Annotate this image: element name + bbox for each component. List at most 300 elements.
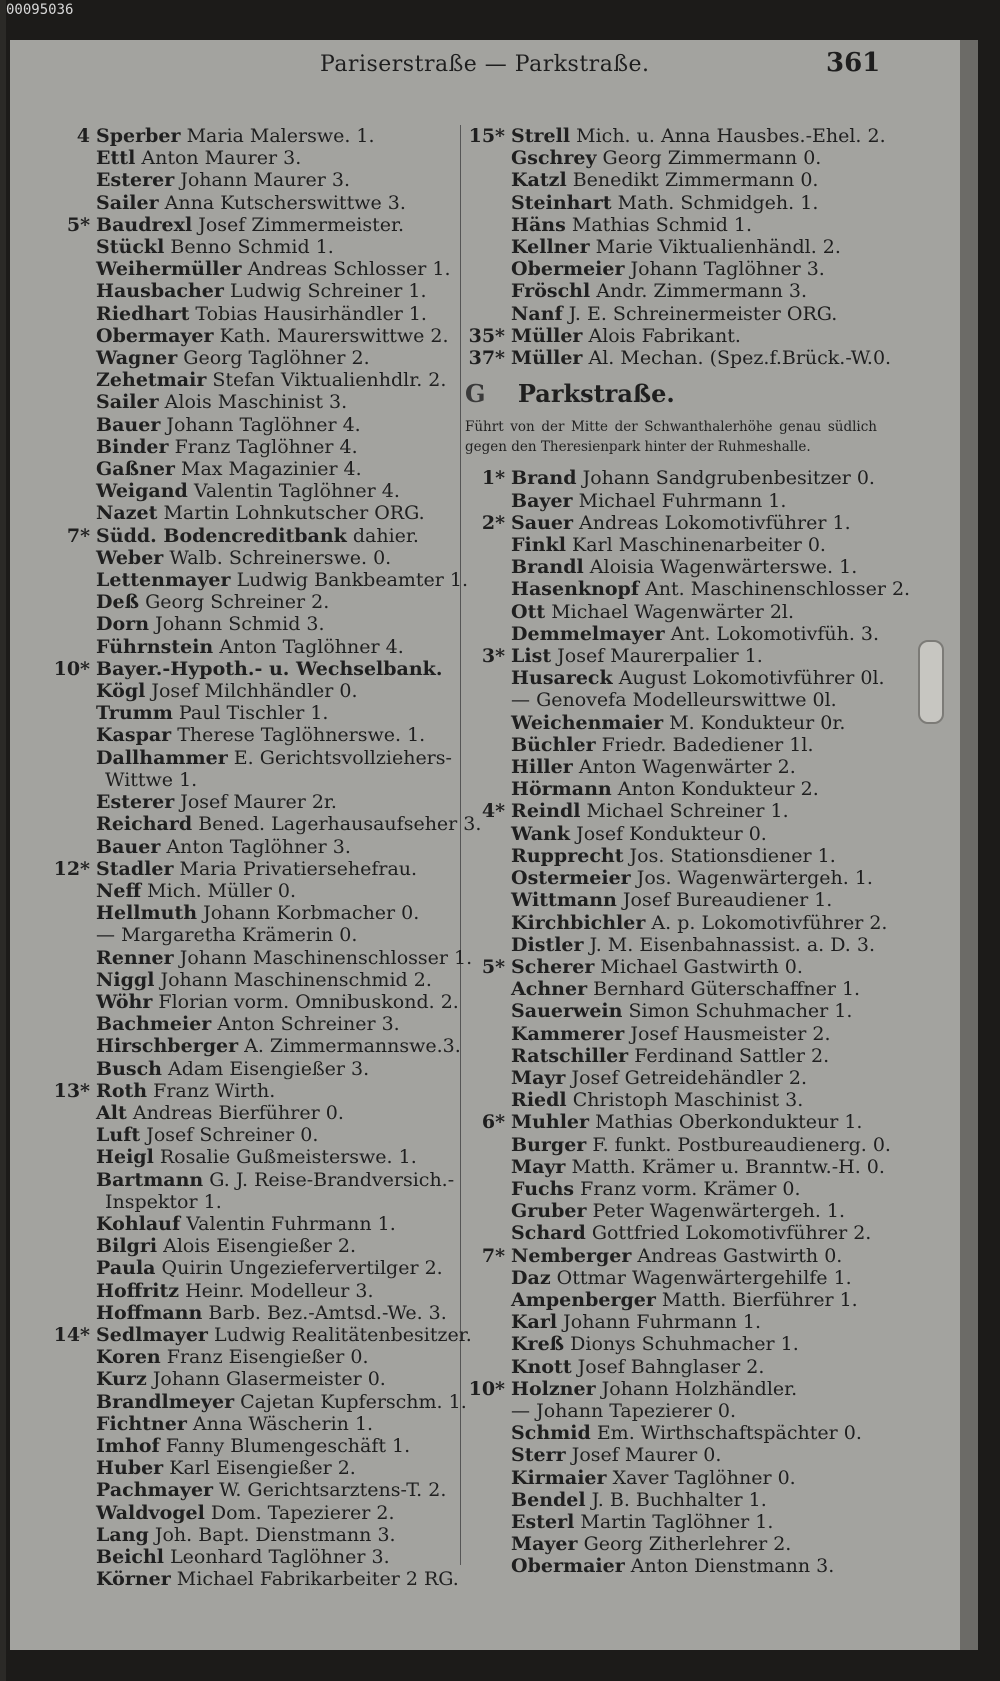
- resident-details: Walb. Schreinerswe. 0.: [169, 546, 392, 569]
- directory-entry: [465, 490, 877, 512]
- resident-name: Hiller: [511, 756, 573, 779]
- house-number: 3*: [481, 645, 505, 668]
- resident-name: Huber: [96, 1457, 164, 1480]
- resident-name: Sauerwein: [511, 1000, 623, 1023]
- resident-details: Josef Kondukteur 0.: [576, 822, 767, 845]
- resident-details: Therese Taglöhnerswe. 1.: [177, 724, 426, 747]
- resident-details: Friedr. Badediener 1l.: [601, 733, 814, 756]
- directory-entry: [465, 712, 877, 734]
- resident-details: A. Zimmermannswe.3.: [244, 1035, 461, 1058]
- resident-details: Andreas Gastwirth 0.: [637, 1244, 843, 1267]
- directory-entry: [50, 836, 455, 858]
- resident-name: Stadler: [96, 857, 174, 880]
- resident-details: Peter Wagenwärtergeh. 1.: [592, 1200, 846, 1223]
- resident-details: Anton Kondukteur 2.: [617, 778, 819, 801]
- resident-name: Fichtner: [96, 1412, 187, 1435]
- directory-entry: [50, 791, 455, 813]
- resident-name: Mayr: [511, 1066, 566, 1089]
- directory-entry: [465, 578, 911, 601]
- resident-name: Müller: [511, 347, 583, 370]
- resident-name: Muhler: [511, 1111, 590, 1134]
- resident-details: Anton Taglöhner 3.: [166, 835, 351, 858]
- directory-entry: [50, 1124, 455, 1146]
- resident-details: — Margaretha Krämerin 0.: [96, 924, 358, 947]
- resident-name: Sperber: [96, 125, 181, 147]
- resident-name: Ettl: [96, 147, 136, 170]
- house-number: 7*: [481, 1244, 505, 1267]
- resident-details: Jos. Stationsdiener 1.: [629, 844, 836, 867]
- resident-name: Nazet: [96, 502, 158, 525]
- resident-details: Marie Viktualienhändl. 2.: [595, 236, 841, 259]
- directory-entry: [50, 1146, 455, 1168]
- directory-entry: [465, 147, 877, 169]
- resident-name: Schmid: [511, 1422, 591, 1445]
- directory-entry: [50, 369, 455, 391]
- directory-entry: [50, 636, 455, 658]
- resident-details: F. funkt. Postbureaudienerg. 0.: [592, 1133, 891, 1156]
- directory-entry: [465, 125, 886, 147]
- resident-details: Benedikt Zimmermann 0.: [572, 169, 819, 192]
- directory-entry: [50, 258, 455, 280]
- directory-entry: [465, 1444, 877, 1466]
- directory-entry: [50, 1435, 455, 1457]
- resident-name: Reindl: [511, 800, 581, 823]
- directory-entry: [465, 1267, 877, 1289]
- resident-name: Mayr: [511, 1155, 566, 1178]
- resident-name: Büchler: [511, 733, 596, 756]
- resident-details: Cajetan Kupferschm. 1.: [240, 1390, 467, 1413]
- resident-name: Sauer: [511, 511, 573, 534]
- resident-details: Michael Fuhrmann 1.: [578, 489, 787, 512]
- resident-details: Anna Wäscherin 1.: [192, 1412, 374, 1435]
- resident-name: Demmelmayer: [511, 622, 665, 645]
- resident-details: Ferdinand Sattler 2.: [634, 1044, 830, 1067]
- right-bottom-entries: [465, 467, 911, 1578]
- resident-name: Sailer: [96, 191, 159, 214]
- directory-entry: [465, 214, 877, 236]
- directory-entry: [50, 1502, 455, 1524]
- directory-entry: [50, 347, 455, 369]
- resident-details: Rosalie Gußmeisterswe. 1.: [159, 1146, 417, 1169]
- resident-details: August Lokomotivführer 0l.: [618, 667, 885, 690]
- resident-details: Georg Zimmermann 0.: [602, 147, 822, 170]
- directory-entry: [50, 1546, 455, 1568]
- resident-details: Valentin Taglöhner 4.: [193, 480, 400, 503]
- resident-details: Maria Malerswe. 1.: [186, 125, 375, 147]
- resident-details: Mathias Oberkondukteur 1.: [595, 1111, 863, 1134]
- directory-entry: [465, 1311, 877, 1333]
- resident-name: Obermeier: [511, 258, 625, 281]
- directory-entry: [50, 414, 455, 436]
- directory-entry: [465, 1000, 877, 1022]
- resident-details: Karl Eisengießer 2.: [169, 1457, 356, 1480]
- resident-name: Kaspar: [96, 724, 172, 747]
- directory-entry: [50, 1035, 461, 1058]
- resident-name: Beichl: [96, 1546, 165, 1568]
- resident-name: Gschrey: [511, 147, 597, 170]
- resident-details: Valentin Fuhrmann 1.: [186, 1212, 396, 1235]
- resident-details: Math. Schmidgeh. 1.: [617, 191, 819, 214]
- resident-details: Quirin Ungeziefervertilger 2.: [161, 1257, 443, 1280]
- page-number: 361: [826, 48, 881, 78]
- resident-details: Bernhard Güterschaffner 1.: [593, 978, 861, 1001]
- directory-entry: [465, 956, 877, 978]
- resident-details: Ant. Lokomotivfüh. 3.: [670, 622, 880, 645]
- resident-name: Bilgri: [96, 1235, 158, 1258]
- house-number: 13*: [53, 1079, 90, 1102]
- directory-entry: [50, 924, 455, 946]
- directory-entry: [50, 1080, 455, 1102]
- house-number: 14*: [53, 1323, 90, 1346]
- house-number: 2*: [481, 511, 505, 534]
- resident-details: Leonhard Taglöhner 3.: [170, 1546, 390, 1568]
- resident-details: Michael Gastwirth 0.: [600, 955, 803, 978]
- resident-details: Johann Taglöhner 3.: [630, 258, 825, 281]
- resident-details: Maria Privatiersehefrau.: [179, 857, 418, 880]
- house-number: 4: [76, 125, 90, 147]
- directory-entry: [465, 556, 877, 578]
- resident-details: Aloisia Wagenwärterswe. 1.: [589, 556, 858, 579]
- resident-name: Hirschberger: [96, 1035, 239, 1058]
- resident-details: J. B. Buchhalter 1.: [591, 1488, 767, 1511]
- directory-entry: [50, 1524, 455, 1546]
- resident-name: Ott: [511, 600, 546, 623]
- resident-details: Ottmar Wagenwärtergehilfe 1.: [556, 1266, 852, 1289]
- resident-details: Joh. Bapt. Dienstmann 3.: [154, 1523, 396, 1546]
- resident-details: E. Gerichtsvollziehers-: [233, 746, 452, 769]
- resident-name: Achner: [511, 978, 588, 1001]
- resident-details: Franz Wirth.: [153, 1079, 276, 1102]
- resident-name: Holzner: [511, 1377, 596, 1400]
- resident-details: G. J. Reise-Brandversich.-: [209, 1168, 455, 1191]
- resident-name: Heigl: [96, 1146, 154, 1169]
- resident-name: Neff: [96, 879, 142, 902]
- resident-details: Josef Hausmeister 2.: [630, 1022, 831, 1045]
- resident-details: Josef Zimmermeister.: [198, 213, 404, 236]
- directory-entry: [465, 169, 877, 191]
- resident-name: Pachmayer: [96, 1479, 214, 1502]
- resident-details: Fanny Blumengeschäft 1.: [165, 1434, 411, 1457]
- resident-name: Kirchbichler: [511, 911, 646, 934]
- section-mark: G: [465, 379, 486, 409]
- resident-name: Karl: [511, 1311, 558, 1334]
- resident-name: Kellner: [511, 236, 590, 259]
- house-number: 10*: [468, 1377, 505, 1400]
- resident-name: Burger: [511, 1133, 587, 1156]
- directory-entry: [50, 547, 455, 569]
- resident-name: Sedlmayer: [96, 1323, 208, 1346]
- resident-details: dahier.: [352, 524, 419, 547]
- resident-details: Franz vorm. Krämer 0.: [580, 1177, 801, 1200]
- directory-entry: [50, 1390, 467, 1413]
- resident-details: Mich. u. Anna Hausbes.-Ehel. 2.: [576, 125, 886, 147]
- resident-details: Mathias Schmid 1.: [571, 213, 753, 236]
- directory-entry: [50, 769, 455, 791]
- resident-name: Koren: [96, 1346, 161, 1369]
- directory-entry: [465, 645, 877, 667]
- directory-entry: [465, 534, 877, 556]
- resident-name: Kirmaier: [511, 1466, 607, 1489]
- resident-details: Andr. Zimmermann 3.: [596, 280, 808, 303]
- directory-entry: [50, 1457, 455, 1479]
- resident-name: Kögl: [96, 680, 146, 703]
- resident-details: Jos. Wagenwärtergeh. 1.: [636, 867, 873, 890]
- resident-name: Esterl: [511, 1510, 575, 1533]
- resident-details: Inspektor 1.: [105, 1190, 222, 1213]
- directory-entry: [465, 800, 877, 822]
- resident-details: Florian vorm. Omnibuskond. 2.: [158, 990, 459, 1013]
- directory-entry: [465, 1400, 877, 1422]
- house-number: 5*: [481, 955, 505, 978]
- house-number: 35*: [468, 324, 505, 347]
- resident-details: Alois Maschinist 3.: [164, 391, 348, 414]
- resident-details: Em. Wirthschaftspächter 0.: [596, 1422, 862, 1445]
- directory-entry: [50, 436, 455, 458]
- left-column: [50, 125, 482, 1591]
- directory-entry: [465, 867, 877, 889]
- directory-entry: [50, 902, 455, 924]
- resident-details: Christoph Maschinist 3.: [572, 1089, 804, 1112]
- column-divider: [460, 125, 461, 1565]
- directory-entry: [50, 192, 455, 214]
- resident-details: Benno Schmid 1.: [170, 236, 334, 259]
- resident-name: Häns: [511, 213, 566, 236]
- directory-entry: [465, 303, 877, 325]
- directory-entry: [465, 934, 877, 956]
- resident-name: Scherer: [511, 955, 595, 978]
- resident-name: Bauer: [96, 413, 161, 436]
- resident-name: Lang: [96, 1523, 149, 1546]
- resident-details: Johann Glasermeister 0.: [152, 1368, 386, 1391]
- resident-name: Wagner: [96, 347, 178, 370]
- resident-details: Max Magazinier 4.: [180, 458, 362, 481]
- directory-entry: [50, 1169, 455, 1191]
- resident-details: Mich. Müller 0.: [147, 879, 296, 902]
- directory-entry: [50, 1257, 455, 1279]
- resident-details: Anton Taglöhner 4.: [219, 635, 404, 658]
- directory-entry: [50, 1368, 455, 1390]
- resident-details: Matth. Bierführer 1.: [661, 1288, 858, 1311]
- directory-entry: [50, 990, 459, 1013]
- directory-entry: [465, 1111, 877, 1133]
- resident-details: Johann Schmid 3.: [155, 613, 325, 636]
- directory-entry: [50, 502, 455, 524]
- resident-details: Josef Bahnglaser 2.: [577, 1355, 765, 1378]
- resident-details: Johann Maschinenschlosser 1.: [179, 946, 473, 969]
- directory-entry: [50, 1013, 455, 1035]
- directory-entry: [465, 1333, 877, 1355]
- directory-entry: [50, 858, 455, 880]
- directory-entry: [465, 1533, 877, 1555]
- directory-entry: [465, 734, 877, 756]
- resident-details: Stefan Viktualienhdlr. 2.: [212, 369, 447, 392]
- directory-entry: [465, 823, 877, 845]
- directory-entry: [50, 1413, 455, 1435]
- resident-name: Strell: [511, 125, 571, 147]
- resident-name: Hasenknopf: [511, 578, 640, 601]
- resident-name: Ampenberger: [511, 1288, 656, 1311]
- resident-name: Riedhart: [96, 302, 190, 325]
- resident-details: Wittwe 1.: [105, 768, 198, 791]
- resident-details: Adam Eisengießer 3.: [168, 1057, 370, 1080]
- directory-entry: [50, 747, 455, 769]
- directory-entry: [50, 169, 455, 191]
- section-title: Parkstraße.: [517, 379, 675, 409]
- house-number: 1*: [481, 467, 505, 490]
- directory-entry: [465, 1023, 877, 1045]
- directory-entry: [465, 1178, 877, 1200]
- resident-details: Anton Schreiner 3.: [217, 1013, 400, 1036]
- resident-name: Steinhart: [511, 191, 612, 214]
- right-top-entries: [465, 125, 892, 370]
- resident-name: Hoffmann: [96, 1301, 203, 1324]
- directory-entry: [50, 1568, 459, 1591]
- directory-entry: [50, 1479, 455, 1501]
- resident-name: Weihermüller: [96, 258, 242, 281]
- resident-name: Nemberger: [511, 1244, 632, 1267]
- directory-entry: [465, 1045, 877, 1067]
- resident-name: Roth: [96, 1079, 148, 1102]
- resident-name: Bartmann: [96, 1168, 204, 1191]
- directory-entry: [465, 1511, 877, 1533]
- resident-details: Ludwig Realitätenbesitzer.: [213, 1323, 472, 1346]
- right-column: [465, 125, 911, 1578]
- directory-entry: [50, 969, 455, 991]
- resident-name: Busch: [96, 1057, 162, 1080]
- resident-details: Michael Fabrikarbeiter 2 RG.: [176, 1568, 459, 1591]
- section-description: Führt von der Mitte der Schwanthalerhöhe genau südlich gegen den Theresienpark hinter der Ruhmeshalle.: [465, 419, 877, 456]
- scan-id: 00095036: [6, 2, 74, 18]
- directory-entry: [465, 601, 877, 623]
- resident-details: Simon Schuhmacher 1.: [628, 1000, 853, 1023]
- resident-details: Alois Eisengießer 2.: [163, 1235, 357, 1258]
- index-tab: [918, 640, 944, 724]
- house-number: 15*: [468, 125, 505, 147]
- resident-name: Weber: [96, 546, 164, 569]
- resident-name: Dorn: [96, 613, 150, 636]
- directory-entry: [50, 1323, 472, 1346]
- resident-name: Körner: [96, 1568, 171, 1591]
- resident-details: Andreas Bierführer 0.: [132, 1101, 344, 1124]
- resident-name: Baudrexl: [96, 213, 193, 236]
- resident-name: Ostermeier: [511, 867, 631, 890]
- resident-details: Alois Fabrikant.: [588, 324, 741, 347]
- directory-entry: [50, 613, 455, 635]
- resident-name: Kurz: [96, 1368, 147, 1391]
- resident-details: Michael Schreiner 1.: [586, 800, 789, 823]
- resident-name: Kammerer: [511, 1022, 625, 1045]
- directory-entry: [50, 1191, 455, 1213]
- resident-details: Josef Getreidehändler 2.: [571, 1066, 808, 1089]
- directory-entry: [465, 1289, 877, 1311]
- resident-details: Karl Maschinenarbeiter 0.: [572, 534, 826, 557]
- resident-details: Anton Dienstmann 3.: [630, 1555, 835, 1578]
- directory-entry: [50, 880, 455, 902]
- directory-entry: [465, 1489, 877, 1511]
- resident-details: Dionys Schuhmacher 1.: [570, 1333, 799, 1356]
- resident-details: Josef Bureaudiener 1.: [622, 889, 833, 912]
- resident-name: Imhof: [96, 1434, 160, 1457]
- resident-name: Weichenmaier: [511, 711, 664, 734]
- resident-details: Josef Milchhändler 0.: [151, 680, 358, 703]
- directory-entry: [465, 1067, 877, 1089]
- directory-entry: [50, 1235, 455, 1257]
- directory-entry: [465, 1422, 877, 1444]
- resident-name: Wank: [511, 822, 571, 845]
- resident-details: Johann Korbmacher 0.: [203, 902, 420, 925]
- resident-name: Renner: [96, 946, 174, 969]
- directory-entry: [465, 236, 877, 258]
- resident-name: Alt: [96, 1101, 127, 1124]
- directory-entry: [465, 1222, 877, 1244]
- resident-details: Johann Fuhrmann 1.: [563, 1311, 762, 1334]
- house-number: 4*: [481, 800, 505, 823]
- resident-name: Esterer: [96, 169, 175, 192]
- directory-entry: [50, 1280, 455, 1302]
- resident-name: Knott: [511, 1355, 572, 1378]
- resident-details: Ludwig Schreiner 1.: [229, 280, 427, 303]
- resident-details: Gottfried Lokomotivführer 2.: [591, 1222, 872, 1245]
- resident-name: Mayer: [511, 1533, 578, 1556]
- resident-name: Schard: [511, 1222, 586, 1245]
- house-number: 7*: [66, 524, 90, 547]
- resident-name: Luft: [96, 1124, 141, 1147]
- resident-name: Sailer: [96, 391, 159, 414]
- resident-name: Husareck: [511, 667, 613, 690]
- directory-entry: [50, 813, 482, 836]
- directory-entry: [50, 680, 455, 702]
- directory-entry: [50, 525, 455, 547]
- resident-details: — Johann Tapezierer 0.: [511, 1399, 737, 1422]
- resident-details: Al. Mechan. (Spez.f.Brück.-W.0.: [588, 347, 892, 370]
- resident-details: Johann Taglöhner 4.: [166, 413, 361, 436]
- resident-details: Georg Zitherlehrer 2.: [583, 1533, 792, 1556]
- directory-entry: [465, 1200, 877, 1222]
- resident-name: Kohlauf: [96, 1212, 181, 1235]
- resident-name: Wöhr: [96, 990, 153, 1013]
- resident-name: Finkl: [511, 534, 566, 557]
- resident-details: — Genovefa Modelleurswittwe 0l.: [511, 689, 837, 712]
- resident-name: Lettenmayer: [96, 569, 231, 592]
- resident-name: Rupprecht: [511, 844, 624, 867]
- resident-name: Stückl: [96, 236, 165, 259]
- directory-entry: [50, 236, 455, 258]
- resident-name: Esterer: [96, 791, 175, 814]
- directory-entry: [50, 1058, 455, 1080]
- resident-name: Obermayer: [96, 324, 214, 347]
- resident-name: Brand: [511, 467, 577, 490]
- resident-name: List: [511, 645, 552, 668]
- directory-entry: [465, 1245, 877, 1267]
- directory-entry: [465, 258, 877, 280]
- resident-name: Bauer: [96, 835, 161, 858]
- resident-name: Paula: [96, 1257, 156, 1280]
- directory-entry: [50, 480, 455, 502]
- resident-details: Anton Maurer 3.: [141, 147, 302, 170]
- directory-entry: [465, 512, 877, 534]
- resident-details: Dom. Tapezierer 2.: [210, 1501, 395, 1524]
- resident-name: Hoffritz: [96, 1279, 180, 1302]
- section-heading: [465, 369, 877, 411]
- directory-entry: [465, 1356, 877, 1378]
- directory-entry: [50, 1102, 455, 1124]
- resident-name: Fröschl: [511, 280, 591, 303]
- resident-name: Wittmann: [511, 889, 617, 912]
- resident-details: J. M. Eisenbahnassist. a. D. 3.: [589, 933, 876, 956]
- directory-entry: [50, 147, 455, 169]
- resident-details: Franz Taglöhner 4.: [174, 435, 358, 458]
- directory-entry: [465, 1089, 877, 1111]
